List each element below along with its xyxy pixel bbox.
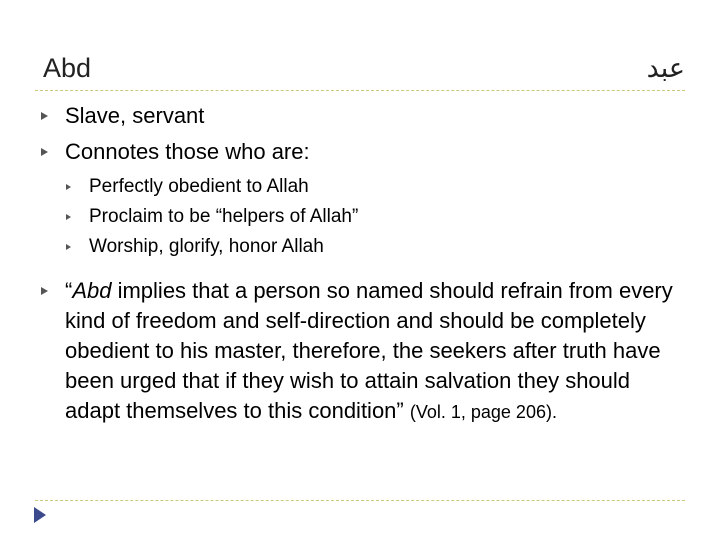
sub-bullet-arrow-icon [66, 244, 71, 250]
footer-divider [35, 500, 685, 501]
quote-body: implies that a person so named should refrain from every kind of freedom and self-direction and should be completely obedient to his master, therefore, the seekers after truth have been urged that if they wish to attain salvation they should adapt themselves to this condition” [65, 278, 673, 423]
quote-open-mark: “ [65, 278, 73, 303]
title-divider [35, 90, 685, 91]
bullet-item: Connotes those who are: [65, 139, 310, 164]
sub-bullet-item: Worship, glorify, honor Allah [89, 236, 324, 257]
bullet-item: Slave, servant [65, 103, 205, 128]
bullet-arrow-icon [41, 287, 48, 295]
bullet-arrow-icon [41, 148, 48, 156]
sub-bullet-arrow-icon [66, 184, 71, 190]
quote-term: Abd [72, 278, 112, 303]
bullet-arrow-icon [41, 112, 48, 120]
sub-bullet-item: Proclaim to be “helpers of Allah” [89, 206, 359, 227]
quote-paragraph [65, 276, 685, 427]
sub-bullet-arrow-icon [66, 214, 71, 220]
next-slide-arrow-icon[interactable] [34, 507, 46, 523]
slide-title: Abd [43, 53, 92, 83]
quote-citation: (Vol. 1, page 206). [409, 402, 557, 422]
slide-title-arabic: عبد [646, 53, 685, 84]
sub-bullet-item: Perfectly obedient to Allah [89, 176, 309, 197]
